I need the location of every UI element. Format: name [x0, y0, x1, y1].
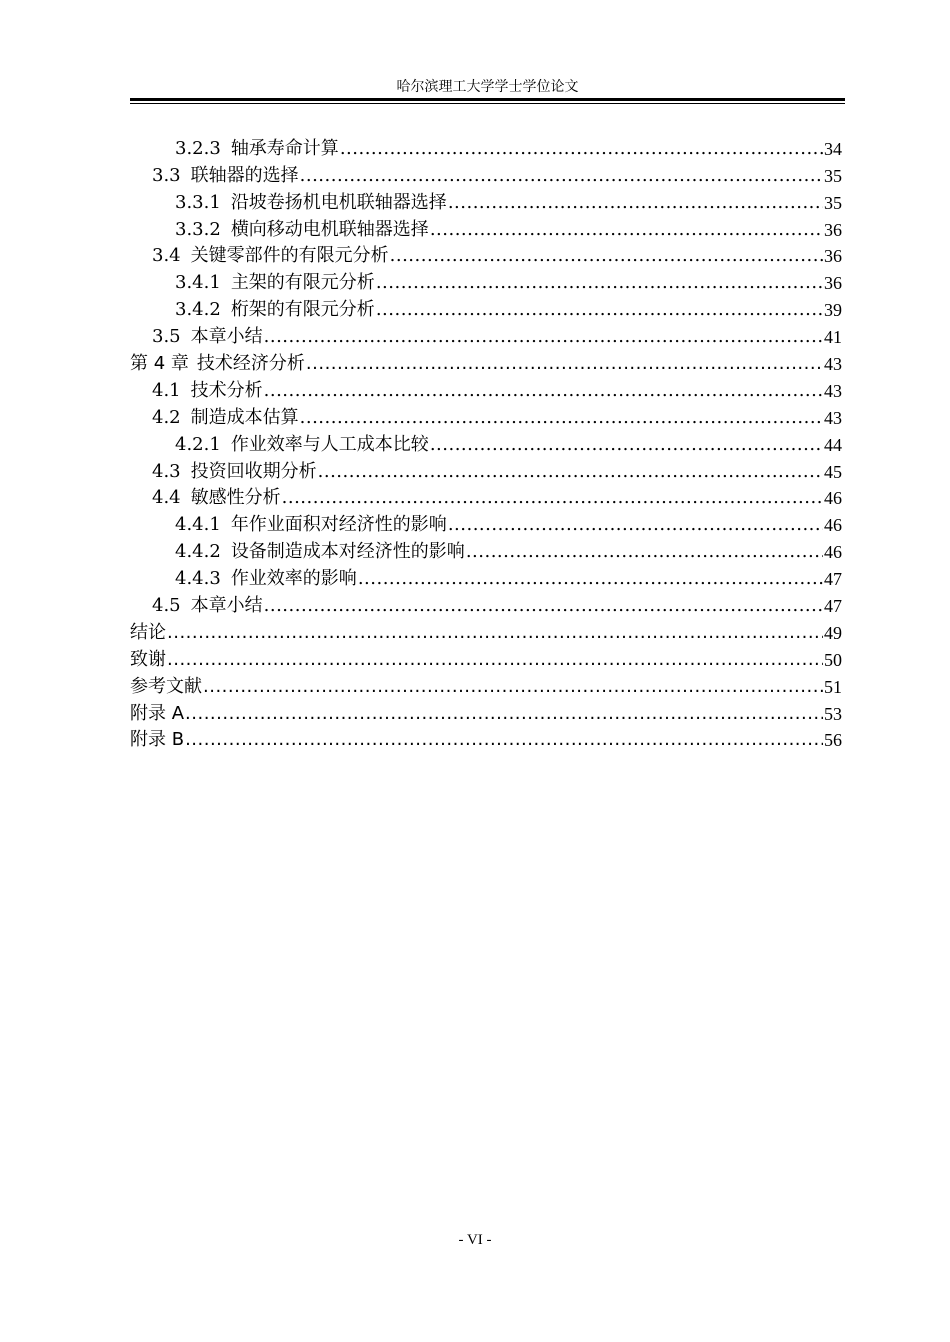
toc-entry-number: 4.4: [152, 487, 181, 509]
toc-entry-number: 4.4.3: [175, 568, 221, 590]
toc-dot-leader: [264, 380, 823, 402]
toc-entry-title: 附录 A: [130, 702, 185, 724]
toc-entry[interactable]: [130, 563, 842, 590]
toc-entry-number: 第 4 章: [130, 353, 189, 375]
toc-entry-title: 轴承寿命计算: [230, 137, 339, 159]
toc-entry-title: 本章小结: [190, 326, 263, 348]
toc-entry-number: 4.2: [152, 406, 181, 428]
toc-entry[interactable]: [130, 456, 842, 483]
toc-entry[interactable]: [130, 321, 842, 348]
toc-entry[interactable]: [130, 590, 842, 617]
toc-dot-leader: [264, 595, 823, 617]
toc-entry[interactable]: [130, 267, 842, 294]
toc-entry-title: 制造成本估算: [190, 406, 299, 428]
toc-entry-number: 3.3: [152, 164, 181, 186]
toc-entry-title: 设备制造成本对经济性的影响: [230, 541, 465, 563]
toc-dot-leader: [340, 138, 823, 160]
toc-entry-title: 作业效率的影响: [230, 568, 357, 590]
toc-entry-title: 年作业面积对经济性的影响: [230, 514, 447, 536]
toc-entry-page: 47: [824, 569, 842, 590]
toc-entry-title: 投资回收期分析: [190, 460, 317, 482]
toc-dot-leader: [318, 461, 823, 483]
toc-entry-page: 45: [824, 461, 842, 482]
toc-entry-number: 3.4: [152, 245, 181, 267]
toc-entry-number: 3.4.2: [175, 299, 221, 321]
toc-dot-leader: [466, 541, 823, 563]
toc-dot-leader: [448, 192, 823, 214]
toc-entry-page: 47: [824, 596, 842, 617]
toc-entry[interactable]: [130, 402, 842, 429]
toc-entry-page: 35: [824, 192, 842, 213]
toc-entry-number: 4.4.2: [175, 541, 221, 563]
toc-entry-number: 4.2.1: [175, 433, 221, 455]
toc-entry-page: 49: [824, 622, 842, 643]
toc-entry-number: 4.5: [152, 595, 181, 617]
toc-entry-title: 技术经济分析: [196, 353, 305, 375]
toc-dot-leader: [300, 407, 823, 429]
toc-dot-leader: [430, 219, 823, 241]
toc-entry-title: 桁架的有限元分析: [230, 299, 375, 321]
toc-entry[interactable]: [130, 214, 842, 241]
toc-dot-leader: [203, 676, 823, 698]
toc-dot-leader: [306, 353, 823, 375]
toc-entry-number: 3.5: [152, 326, 181, 348]
toc-entry-title: 横向移动电机联轴器选择: [230, 218, 429, 240]
toc-entry-number: 3.3.1: [175, 191, 221, 213]
toc-entry[interactable]: [130, 644, 842, 671]
toc-entry-page: 46: [824, 488, 842, 509]
toc-entry-title: 致谢: [130, 648, 166, 670]
toc-entry-page: 53: [824, 703, 842, 724]
toc-dot-leader: [167, 622, 823, 644]
toc-entry[interactable]: [130, 509, 842, 536]
toc-dot-leader: [358, 568, 823, 590]
toc-entry-title: 作业效率与人工成本比较: [230, 433, 429, 455]
toc-entry[interactable]: [130, 375, 842, 402]
toc-entry-title: 主架的有限元分析: [230, 272, 375, 294]
toc-dot-leader: [185, 703, 823, 725]
toc-dot-leader: [376, 299, 823, 321]
toc-entry-page: 44: [824, 434, 842, 455]
toc-entry-page: 39: [824, 300, 842, 321]
toc-entry-title: 结论: [130, 621, 166, 643]
toc-dot-leader: [430, 434, 823, 456]
toc-dot-leader: [300, 165, 823, 187]
toc-entry-number: 4.4.1: [175, 514, 221, 536]
toc-dot-leader: [185, 729, 823, 751]
toc-entry-page: 36: [824, 219, 842, 240]
toc-entry-title: 参考文献: [130, 675, 202, 697]
toc-entry[interactable]: [130, 617, 842, 644]
toc-entry-title: 联轴器的选择: [190, 164, 299, 186]
toc-dot-leader: [390, 245, 823, 267]
toc-entry-page: 46: [824, 515, 842, 536]
toc-entry-number: 4.3: [152, 460, 181, 482]
toc-entry[interactable]: [130, 294, 842, 321]
header-rule-thick: [130, 98, 845, 101]
toc-entry-number: 3.4.1: [175, 272, 221, 294]
toc-dot-leader: [448, 514, 823, 536]
toc-entry[interactable]: [130, 241, 842, 268]
toc-entry-page: 41: [824, 327, 842, 348]
toc-dot-leader: [167, 649, 823, 671]
toc-entry-page: 50: [824, 649, 842, 670]
toc-entry-title: 敏感性分析: [190, 487, 281, 509]
toc-entry-title: 本章小结: [190, 595, 263, 617]
toc-entry-number: 3.2.3: [175, 137, 221, 159]
toc-dot-leader: [264, 326, 823, 348]
toc-entry-number: 4.1: [152, 379, 181, 401]
toc-entry-page: 43: [824, 407, 842, 428]
toc-entry-title: 技术分析: [190, 379, 263, 401]
toc-entry-title: 关键零部件的有限元分析: [190, 245, 389, 267]
toc-entry[interactable]: [130, 187, 842, 214]
toc-entry[interactable]: [130, 671, 842, 698]
toc-entry-page: 36: [824, 273, 842, 294]
toc-dot-leader: [376, 272, 823, 294]
toc-entry[interactable]: [130, 160, 842, 187]
toc-entry-page: 56: [824, 730, 842, 751]
toc-entry-page: 51: [824, 676, 842, 697]
toc-entry[interactable]: [130, 698, 842, 725]
toc-entry-page: 36: [824, 246, 842, 267]
toc-entry[interactable]: [130, 348, 842, 375]
toc-entry-page: 34: [824, 138, 842, 159]
toc-entry-page: 35: [824, 165, 842, 186]
toc-dot-leader: [282, 487, 823, 509]
toc-entry-title: 附录 B: [130, 729, 185, 751]
toc-entry[interactable]: [130, 725, 842, 752]
toc-entry[interactable]: [130, 429, 842, 456]
page-header: 哈尔滨理工大学学士学位论文: [396, 79, 579, 95]
toc-entry[interactable]: [130, 133, 842, 160]
toc-entry-page: 43: [824, 354, 842, 375]
toc-entry[interactable]: [130, 483, 842, 510]
table-of-contents: [130, 133, 842, 751]
header-rule-thin: [130, 103, 845, 104]
toc-entry[interactable]: [130, 536, 842, 563]
toc-entry-number: 3.3.2: [175, 218, 221, 240]
toc-entry-page: 46: [824, 542, 842, 563]
page-number: - VI -: [458, 1232, 492, 1248]
toc-entry-title: 沿坡卷扬机电机联轴器选择: [230, 191, 447, 213]
toc-entry-page: 43: [824, 380, 842, 401]
